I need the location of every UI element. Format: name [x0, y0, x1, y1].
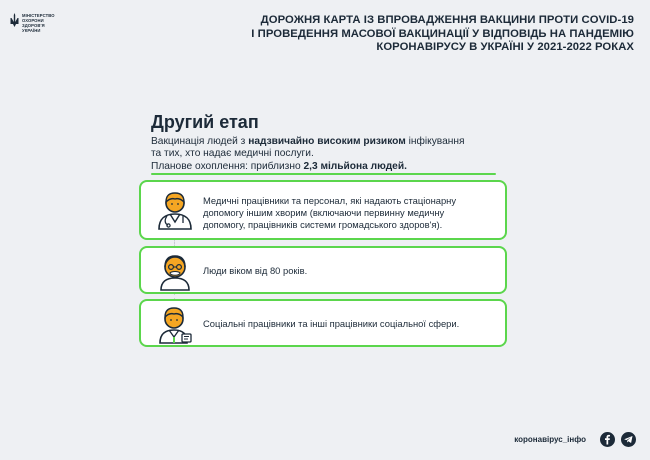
footer: [514, 432, 636, 447]
group-description-line: допомогу іншим хворим (включаючи первинну медичну: [203, 206, 445, 218]
ministry-name-line: ОХОРОНИ: [22, 18, 44, 23]
doctor-icon: [155, 190, 195, 230]
group-card-elderly: [139, 246, 507, 294]
description-text: Планове охоплення: приблизно: [151, 160, 304, 172]
ministry-name-line: МІНІСТЕРСТВО: [22, 13, 55, 18]
description-line: та тих, хто надає медичні послуги.: [151, 148, 314, 160]
group-card-social-workers: [139, 299, 507, 347]
page-title-line: ДОРОЖНЯ КАРТА ІЗ ВПРОВАДЖЕННЯ ВАКЦИНИ ПРОТИ COVID-19: [260, 14, 634, 26]
facebook-icon[interactable]: [600, 432, 615, 447]
ministry-logo: [10, 13, 55, 33]
group-description-line: Медичні працівники та персонал, які надають стаціонарну: [203, 195, 457, 206]
group-description: [203, 265, 307, 277]
group-description: [203, 318, 459, 330]
description-text: інфікування: [405, 136, 465, 147]
elderly-person-icon: [155, 251, 195, 291]
trident-icon: [10, 13, 19, 27]
description-text: Вакцинація людей з: [151, 136, 249, 147]
page-title-line: І ПРОВЕДЕННЯ МАСОВОЇ ВАКЦИНАЦІЇ У ВІДПОВІДЬ НА ПАНДЕМІЮ: [251, 27, 634, 40]
green-divider: [151, 173, 496, 175]
stage-description: [151, 136, 521, 173]
group-description: [203, 195, 456, 230]
group-card-medical-workers: [139, 180, 507, 240]
telegram-icon[interactable]: [621, 432, 636, 447]
ministry-name-line: ЗДОРОВ'Я: [22, 23, 45, 28]
group-description-line: допомогу, працівників системи громадського здоров'я).: [203, 218, 443, 230]
site-link[interactable]: коронавірус_інфо: [514, 435, 586, 444]
ministry-name: [22, 13, 55, 33]
group-description-line: Соціальні працівники та інші працівники соціальної сфери.: [203, 318, 460, 329]
description-emphasis: надзвичайно високим ризиком: [248, 136, 406, 147]
coverage-figure: 2,3 мільйона людей.: [303, 160, 407, 172]
social-worker-icon: [155, 304, 195, 344]
stage-title: Другий етап: [151, 112, 259, 132]
group-description-line: Люди віком від 80 років.: [203, 265, 308, 276]
page-title-line: КОРОНАВІРУСУ В УКРАЇНІ У 2021-2022 РОКАХ: [376, 41, 634, 54]
description-line: [151, 161, 521, 173]
ministry-name-line: УКРАЇНИ: [22, 28, 41, 33]
page-title: [204, 14, 634, 55]
description-line: [151, 136, 521, 148]
